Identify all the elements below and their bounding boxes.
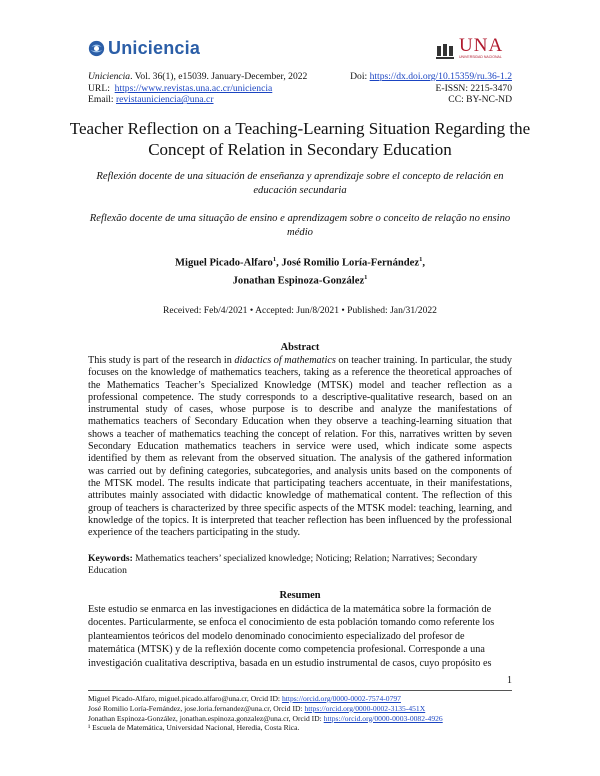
journal-logo [88,38,200,59]
affiliation-mark: 1 [419,256,423,263]
doi-label: Doi: [350,71,368,82]
portuguese-title: Reflexão docente de uma situação de ensino e aprendizagem sobre o conceito de relação no ensino médio [89,213,511,238]
affiliation-mark: 1 [272,256,277,263]
una-emblem-icon [435,42,455,60]
url-label: URL: [88,82,110,94]
author-name: Miguel Picado-Alfaro [175,257,273,269]
footnote-divider [88,690,512,691]
keywords-text: Mathematics teachers’ specialized knowledge; Noticing; Relation; Narratives; Secondary Education [88,553,478,576]
eissn: E-ISSN: 2215-3470 [435,82,512,94]
footnote: José Romilio Loría-Fernández, jose.loria.fernandez@una.cr, Orcid ID: https://orcid.org/0000-0002-3135-451X [88,703,426,713]
author-name: José Romilio Loría-Fernández [281,257,420,269]
keywords-label: Keywords: [88,553,133,564]
page-number: 1 [507,675,512,686]
institution-logo-text: UNA [459,35,504,56]
footnotes [88,694,518,733]
globe-icon [88,40,105,57]
doi-block [350,71,512,106]
journal-logo-text: Uniciencia [108,38,201,58]
keywords [88,553,512,577]
license: CC: BY-NC-ND [448,94,512,106]
orcid-link[interactable]: https://orcid.org/0000-0003-0082-4926 [323,713,443,723]
footnote: Miguel Picado-Alfaro, miguel.picado.alfaro@una.cr, Orcid ID: https://orcid.org/0000-0002-7574-0797 [88,694,401,703]
footnote-affiliation: ¹ Escuela de Matemática, Universidad Nacional, Heredia, Costa Rica. [88,723,300,733]
resumen-text: Este estudio se enmarca en las investigaciones en didáctica de la matemática sobre la formación de docentes. Particularmente, se enfoca el conocimiento de esta población tomando como referente los planteamientos teóricos del modelo denominado conocimiento especializado del profesor de matemática (MTSK) y de la reflexión docente como competencia profesional. Corresponde a una investigación cualitativa descriptiva, basada en un estudio instrumental de casos, cuyo propósito es [88,604,495,669]
citation-details: . Vol. 36(1), e15039. January-December, 2022 [130,71,308,82]
paper-title: Teacher Reflection on a Teaching-Learning Situation Regarding the Concept of Relation in Secondary Education [69,119,531,159]
resumen-heading: Resumen [279,590,321,601]
journal-email-link[interactable]: revistauniciencia@una.cr [115,94,214,106]
citation-block [88,71,307,106]
abstract-heading: Abstract [280,342,320,353]
institution-logo [435,36,503,60]
institution-logo-subtext: UNIVERSIDAD NACIONAL [459,55,502,59]
abstract-text: This study is part of the research in didactics of mathematics on teacher training. In particular, the study focuses on the knowledge of mathematics teachers, taking as a reference the theoretical approaches of the Mathematics Teacher’s Specialized Knowledge (MTSK) model and teacher reflection as a professional competence. The study corresponds to a descriptive-qualitative research, based on an instrumental study of cases, whose purpose is to describe and analyze the manifestations of mathematics teachers of Secondary Education when they observe a teaching-learning situation that shows a teacher of mathematics teaching the concept of relation. For this, narratives written by seven Secondary Education mathematics teachers in service were used, which indicate some aspects identified by them as relevant from the observed situation. The analysis of the gathered information was carried out by defining categories, subcategories, and analysis units based on the components of the MTSK model. The results indicate that participating teachers accentuate, in their manifestations, attributes mainly associated with didactic knowledge of mathematical content. The reflection of this group of teachers is characterized by three specific aspects of the MTSK model: teaching, learning, and knowledge of the topics. It is interpreted that teacher reflection has been influenced by the professional experience of the teachers participating in the study. [88,355,513,539]
orcid-link[interactable]: https://orcid.org/0000-0002-3135-451X [304,703,426,713]
doi-link[interactable]: https://dx.doi.org/10.15359/ru.36-1.2 [369,71,512,82]
affiliation-mark: 1 [364,273,368,281]
email-label: Email: [88,94,114,106]
footnote: Jonathan Espinoza-González, jonathan.espinoza.gonzalez@una.cr, Orcid ID: https://orcid.org/0000-0003-0082-4926 [88,713,443,723]
citation-journal: Uniciencia [88,71,131,82]
author-name: Jonathan Espinoza-González [232,275,365,287]
author-list: Miguel Picado-Alfaro$^1$, José Romilio Loría-Fernández$^1$, Jonathan Espinoza-González$^1$ [175,256,425,287]
emphasis: didactics of mathematics [234,355,336,366]
orcid-link[interactable]: https://orcid.org/0000-0002-7574-0797 [281,694,401,703]
publication-dates: Received: Feb/4/2021 • Accepted: Jun/8/2021 • Published: Jan/31/2022 [163,305,437,316]
journal-url-link[interactable]: https://www.revistas.una.ac.cr/uniciencia [114,82,273,94]
spanish-title: Reflexión docente de una situación de enseñanza y aprendizaje sobre el concepto de relación en educación secundaria [96,171,504,196]
